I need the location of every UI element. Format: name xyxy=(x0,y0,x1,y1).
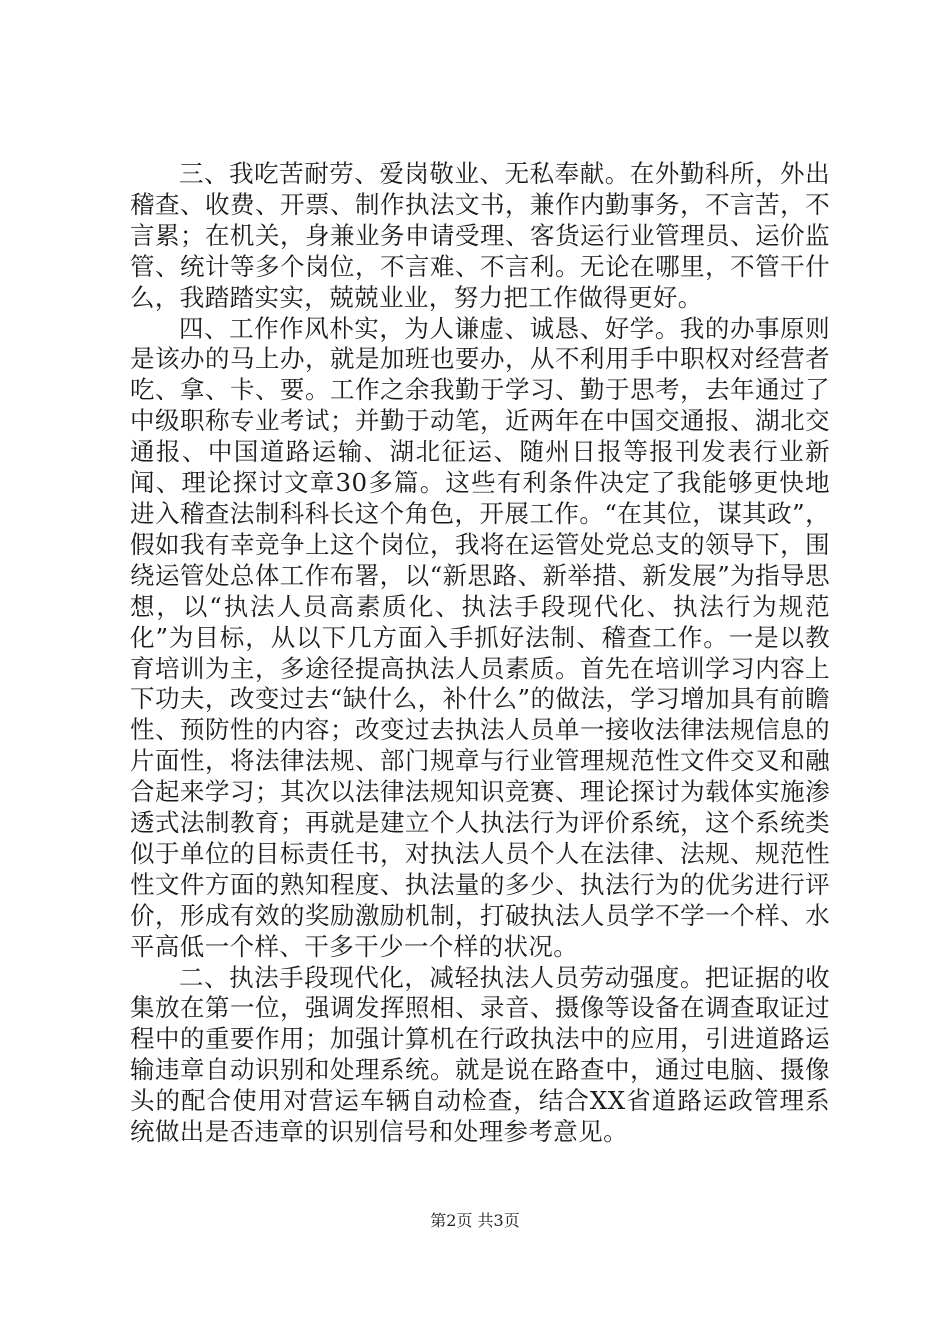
paragraph-3: 三、我吃苦耐劳、爱岗敬业、无私奉献。在外勤科所，外出稽查、收费、开票、制作执法文书，兼作内勤事务，不言苦，不言累；在机关，身兼业务申请受理、客货运行业管理员、运价监管、统计等多个岗位，不言难、不言利。无论在哪里，不管干什么，我踏踏实实，兢兢业业，努力把工作做得更好。 xyxy=(130,159,830,312)
paragraph-4: 四、工作作风朴实，为人谦虚、诚恳、好学。我的办事原则是该办的马上办，就是加班也要办，从不利用手中职权对经营者吃、拿、卡、要。工作之余我勤于学习、勤于思考，去年通过了中级职称专业考试；并勤于动笔，近两年在中国交通报、湖北交通报、中国道路运输、湖北征运、随州日报等报刊发表行业新闻、理论探讨文章30多篇。这些有利条件决定了我能够更快地进入稽查法制科科长这个角色，开展工作。“在其位，谋其政”，假如我有幸竞争上这个岗位，我将在运管处党总支的领导下，围绕运管处总体工作布署，以“新思路、新举措、新发展”为指导思想，以“执法人员高素质化、执法手段现代化、执法行为规范化”为目标，从以下几方面入手抓好法制、稽查工作。一是以教育培训为主，多途径提高执法人员素质。首先在培训学习内容上下功夫，改变过去“缺什么，补什么”的做法，学习增加具有前瞻性、预防性的内容；改变过去执法人员单一接收法律法规信息的片面性，将法律法规、部门规章与行业管理规范性文件交叉和融合起来学习；其次以法律法规知识竞赛、理论探讨为载体实施渗透式法制教育；再就是建立个人执法行为评价系统，这个系统类似于单位的目标责任书，对执法人员个人在法律、法规、规范性性文件方面的熟知程度、执法量的多少、执法行为的优劣进行评价，形成有效的奖励激励机制，打破执法人员学不学一个样、水平高低一个样、干多干少一个样的状况。 xyxy=(130,313,830,961)
paragraph-2-law-enforcement: 二、执法手段现代化，减轻执法人员劳动强度。把证据的收集放在第一位，强调发挥照相、录音、摄像等设备在调查取证过程中的重要作用；加强计算机在行政执法中的应用，引进道路运输违章自动识别和处理系统。就是说在路查中，通过电脑、摄像头的配合使用对营运车辆自动检查，结合XX省道路运政管理系统做出是否违章的识别信号和处理参考意见。 xyxy=(130,962,830,1147)
page-number-footer: 第2页 共3页 xyxy=(430,1211,520,1230)
document-body xyxy=(130,159,830,1148)
